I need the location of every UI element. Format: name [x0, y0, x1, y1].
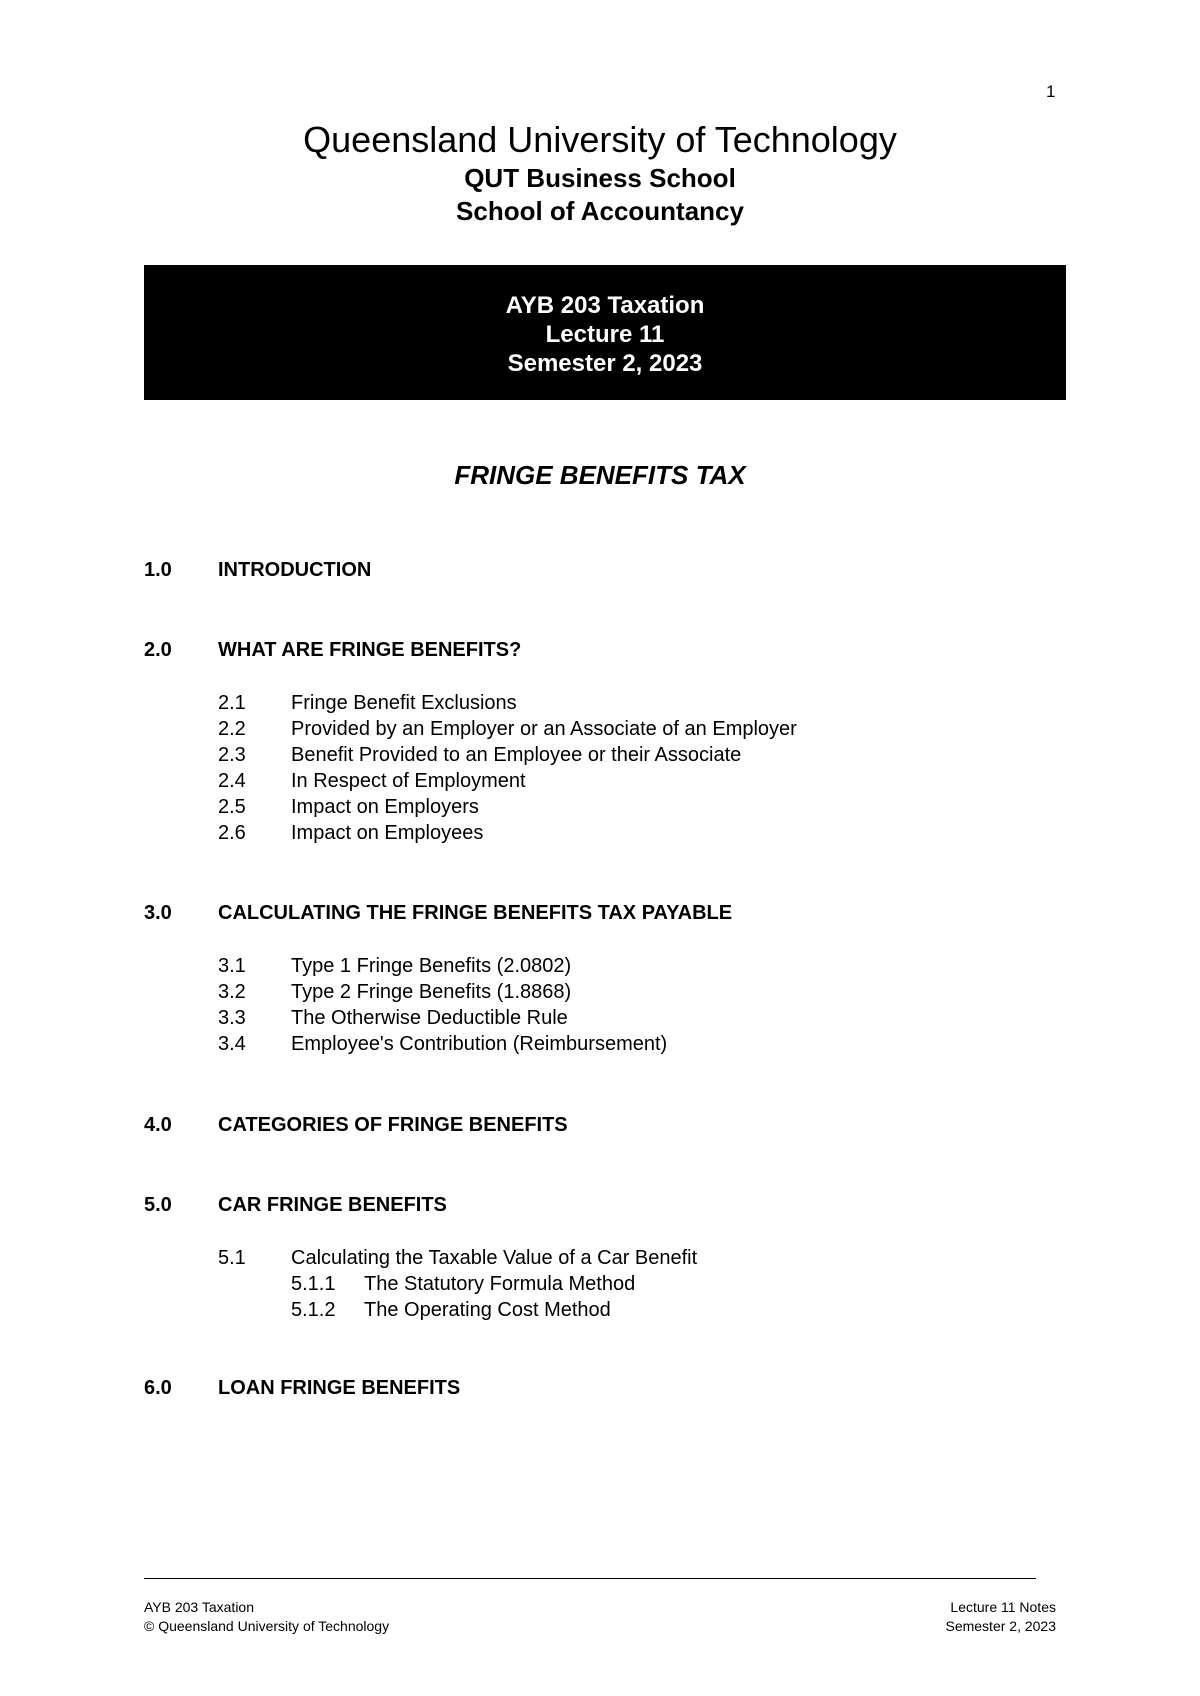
item-title: The Operating Cost Method — [364, 1299, 611, 1321]
section-heading — [144, 639, 521, 662]
item-number: 2.1 — [218, 692, 246, 714]
item-number: 3.3 — [218, 1007, 246, 1029]
document-title: FRINGE BENEFITS TAX — [454, 460, 746, 490]
item-number: 5.1.1 — [291, 1273, 336, 1295]
list-item — [218, 820, 797, 846]
section-number: 4.0 — [144, 1114, 172, 1136]
section-title: CALCULATING THE FRINGE BENEFITS TAX PAYABLE — [218, 902, 733, 924]
item-title: The Otherwise Deductible Rule — [291, 1007, 568, 1029]
item-number: 2.5 — [218, 796, 246, 818]
section-heading — [144, 1194, 447, 1217]
item-title: Impact on Employees — [291, 822, 484, 844]
list-item — [218, 953, 667, 979]
item-title: Provided by an Employer or an Associate of an Employer — [291, 718, 797, 740]
section-number: 2.0 — [144, 639, 172, 661]
list-item — [218, 1297, 697, 1323]
list-item — [218, 1031, 667, 1057]
item-number: 5.1.2 — [291, 1299, 336, 1321]
page-number: 1 — [1046, 82, 1056, 101]
school-name: School of Accountancy — [456, 196, 744, 226]
footer-unit: AYB 203 Taxation — [144, 1599, 255, 1615]
item-title: Impact on Employers — [291, 796, 479, 818]
title-block — [0, 118, 1200, 228]
item-title: Calculating the Taxable Value of a Car Benefit — [291, 1247, 698, 1269]
footer-copyright: © Queensland University of Technology — [144, 1618, 390, 1634]
list-item — [218, 1005, 667, 1031]
section-title: CAR FRINGE BENEFITS — [218, 1194, 447, 1216]
list-item — [218, 1245, 697, 1271]
semester-label: Semester 2, 2023 — [507, 350, 703, 377]
item-title: Employee's Contribution (Reimbursement) — [291, 1033, 668, 1055]
footer-divider — [144, 1578, 1036, 1579]
unit-title: AYB 203 Taxation — [505, 292, 705, 319]
section-number: 5.0 — [144, 1194, 172, 1216]
footer-semester: Semester 2, 2023 — [945, 1618, 1056, 1634]
footer-right — [945, 1598, 1056, 1636]
list-item — [218, 742, 797, 768]
section-heading — [144, 559, 371, 582]
section-2-subsections — [218, 690, 797, 846]
university-name: Queensland University of Technology — [303, 119, 897, 160]
footer-left — [144, 1598, 389, 1636]
faculty-name: QUT Business School — [464, 163, 736, 193]
item-number: 3.4 — [218, 1033, 246, 1055]
section-number: 3.0 — [144, 902, 172, 924]
list-item — [218, 690, 797, 716]
item-number: 5.1 — [218, 1247, 246, 1269]
item-title: Type 2 Fringe Benefits (1.8868) — [291, 981, 572, 1003]
section-heading — [144, 1114, 568, 1137]
section-heading — [144, 1377, 460, 1400]
section-number: 1.0 — [144, 559, 172, 581]
list-item — [218, 1271, 697, 1297]
section-title: LOAN FRINGE BENEFITS — [218, 1377, 461, 1399]
section-title: WHAT ARE FRINGE BENEFITS? — [218, 639, 522, 661]
list-item — [218, 794, 797, 820]
item-title: In Respect of Employment — [291, 770, 526, 792]
list-item — [218, 768, 797, 794]
item-title: Benefit Provided to an Employee or their Associate — [291, 744, 742, 766]
item-number: 2.2 — [218, 718, 246, 740]
item-number: 2.6 — [218, 822, 246, 844]
section-heading — [144, 902, 732, 925]
lecture-number: Lecture 11 — [545, 321, 665, 348]
item-number: 3.1 — [218, 955, 246, 977]
item-number: 2.4 — [218, 770, 246, 792]
item-title: Type 1 Fringe Benefits (2.0802) — [291, 955, 572, 977]
course-banner — [144, 265, 1066, 400]
list-item — [218, 979, 667, 1005]
section-3-subsections — [218, 953, 667, 1057]
section-number: 6.0 — [144, 1377, 172, 1399]
item-title: Fringe Benefit Exclusions — [291, 692, 517, 714]
item-number: 3.2 — [218, 981, 246, 1003]
item-number: 2.3 — [218, 744, 246, 766]
list-item — [218, 716, 797, 742]
section-title: CATEGORIES OF FRINGE BENEFITS — [218, 1114, 568, 1136]
section-5-subsections — [218, 1245, 697, 1323]
section-title: INTRODUCTION — [218, 559, 372, 581]
item-title: The Statutory Formula Method — [364, 1273, 636, 1295]
footer-notes-label: Lecture 11 Notes — [950, 1599, 1056, 1615]
